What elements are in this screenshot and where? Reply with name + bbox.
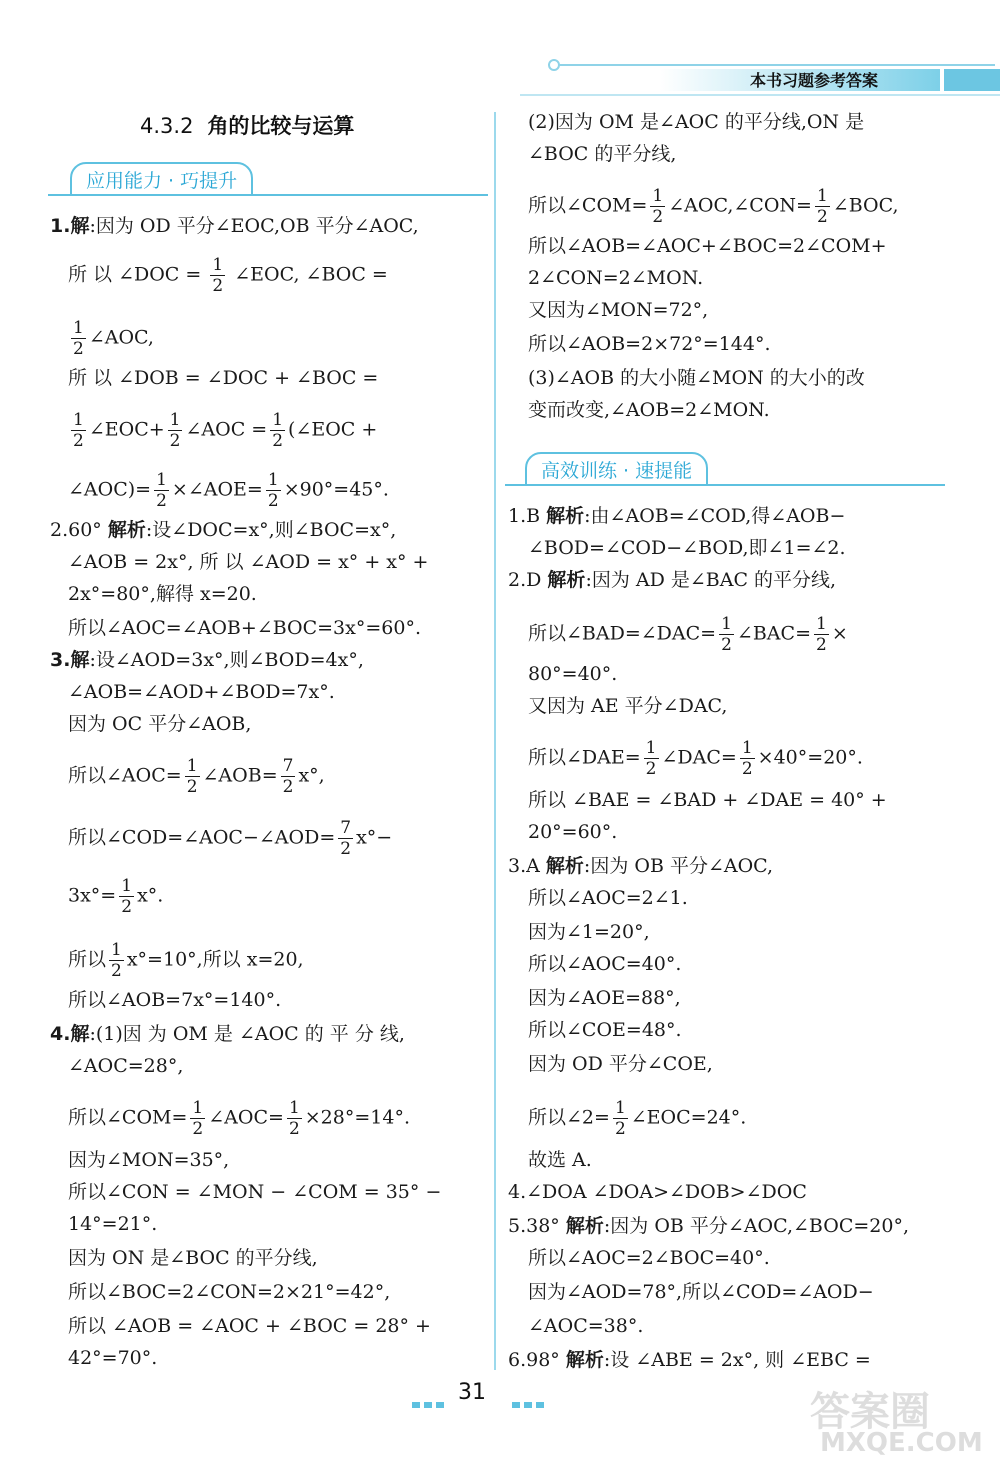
text-line: 所以∠BOC=2∠CON=2×21°=42°, [68,1281,391,1303]
text-line: 4.∠DOA ∠DOA>∠DOB>∠DOC [508,1181,807,1203]
section-title [140,110,354,140]
header-line [555,64,995,66]
text-line: 因为 ON 是∠BOC 的平分线, [68,1247,318,1269]
page-number-dots-left [412,1393,448,1399]
watermark-logo: 答案圈 [810,1389,930,1435]
text-line: 所以∠2= $\frac{1}{2}$ ∠EOC=24°. [528,1098,747,1139]
fraction: $\frac{1}{2}$ [721,614,732,655]
tag-rule-left [48,194,488,196]
text-line: 所以∠COD=∠AOC−∠AOD= $\frac{7}{2}$ x°− [68,818,393,859]
text-line: $\frac{1}{2}$ ∠AOC, [73,318,154,359]
fraction: $\frac{1}{2}$ [111,940,122,981]
text-line: 所以 ∠AOB = ∠AOC + ∠BOC = 28° + [68,1315,431,1337]
text-line: ∠AOB=∠AOD+∠BOD=7x°. [68,681,335,703]
fraction: $\frac{1}{2}$ [169,410,181,451]
text-line: ∠BOD=∠COD−∠BOD,即∠1=∠2. [528,537,846,559]
text-line: 6.98° 解析:设 ∠ABE = 2x°, 则 ∠EBC = [508,1349,871,1371]
section-number: 4.3.2 [140,114,194,138]
text-line: 因为 OD 平分∠COE, [528,1053,713,1075]
text-line: 2x°=80°,解得 x=20. [68,583,257,605]
text-line: 因为 OC 平分∠AOB, [68,713,252,735]
text-line: 所以∠DAE= $\frac{1}{2}$ ∠DAC= $\frac{1}{2}$ ×40°=20°. [528,738,863,779]
text-line: 所 以 ∠DOB = ∠DOC + ∠BOC = [68,367,379,389]
header-tab [944,69,1000,91]
text-line: $\frac{1}{2}$ ∠EOC+ $\frac{1}{2}$ ∠AOC = $\frac{1}{2}$ (∠EOC + [73,410,378,451]
fraction: $\frac{1}{2}$ [156,470,167,511]
page-number-dots-right [512,1393,548,1399]
section-name: 角的比较与运算 [207,114,355,138]
text-line: 所以∠CON = ∠MON − ∠COM = 35° − [68,1181,442,1203]
fraction: $\frac{7}{2}$ [340,818,352,859]
text-line: 2∠CON=2∠MON. [528,267,704,289]
text-line: 3x°= $\frac{1}{2}$ x°. [68,876,164,917]
fraction: $\frac{1}{2}$ [121,876,133,917]
text-line: 所以∠COE=48°. [528,1019,682,1041]
text-line: ∠AOC)= $\frac{1}{2}$ ×∠AOE= $\frac{1}{2}$ ×90°=45°. [68,470,389,511]
fraction: $\frac{1}{2}$ [652,186,664,227]
text-line: 所 以 ∠DOC = $\frac{1}{2}$ ∠EOC, ∠BOC = [68,255,388,296]
fraction: $\frac{1}{2}$ [816,186,828,227]
text-line: ∠AOC=28°, [68,1055,184,1077]
text-line: 所以∠BAD=∠DAC= $\frac{1}{2}$ ∠BAC= $\frac{1}{2}$ × [528,614,848,655]
header-rule [520,94,1000,96]
header-dot [548,59,560,71]
page-number: 31 [458,1380,486,1405]
text-line: 20°=60°. [528,821,618,843]
fraction: $\frac{1}{2}$ [192,1098,204,1139]
text-line: 1.B 解析:由∠AOB=∠COD,得∠AOB− [508,505,846,527]
header-title: 本书习题参考答案 [750,71,879,90]
fraction: $\frac{1}{2}$ [267,470,279,511]
text-line: ∠AOB = 2x°, 所 以 ∠AOD = x° + x° + [68,551,429,573]
text-line: 又因为 AE 平分∠DAC, [528,695,728,717]
tag-training: 高效训练 · 速提能 [525,452,708,486]
text-line: 所以 $\frac{1}{2}$ x°=10°,所以 x=20, [68,940,304,981]
fraction: $\frac{1}{2}$ [73,318,84,359]
text-line: 故选 A. [528,1149,592,1171]
text-line: 因为∠AOD=78°,所以∠COD=∠AOD− [528,1281,874,1303]
fraction: $\frac{1}{2}$ [272,410,284,451]
text-line: 2.D 解析:因为 AD 是∠BAC 的平分线, [508,569,837,591]
fraction: $\frac{1}{2}$ [73,410,84,451]
fraction: $\frac{1}{2}$ [212,255,224,296]
text-line: 又因为∠MON=72°, [528,299,709,321]
text-line: 所以 ∠BAE = ∠BAD + ∠DAE = 40° + [528,789,887,811]
tag-application: 应用能力 · 巧提升 [70,162,253,196]
text-line: ∠BOC 的平分线, [528,143,677,165]
text-line: 所以∠COM= $\frac{1}{2}$ ∠AOC= $\frac{1}{2}$ ×28°=14°. [68,1098,410,1139]
text-line: (3)∠AOB 的大小随∠MON 的大小的改 [528,367,865,389]
tag-rule-right [505,484,945,486]
text-line: 所以∠AOC= $\frac{1}{2}$ ∠AOB= $\frac{7}{2}$ x°, [68,756,325,797]
text-line: 3.A 解析:因为 OB 平分∠AOC, [508,855,774,877]
fraction: $\frac{1}{2}$ [288,1098,300,1139]
text-line: 所以∠AOC=40°. [528,953,682,975]
text-line: (2)因为 OM 是∠AOC 的平分线,ON 是 [528,111,865,133]
text-line: 所以∠AOB=7x°=140°. [68,989,282,1011]
text-line: 3.解:设∠AOD=3x°,则∠BOD=4x°, [50,649,364,671]
text-line: 所以∠AOC=2∠1. [528,887,688,909]
fraction: $\frac{1}{2}$ [614,1098,626,1139]
text-line: 所以∠AOB=2×72°=144°. [528,333,771,355]
text-line: 因为∠1=20°, [528,921,650,943]
fraction: $\frac{1}{2}$ [815,614,827,655]
text-line: 所以∠AOC=∠AOB+∠BOC=3x°=60°. [68,617,421,639]
text-line: ∠AOC=38°. [528,1315,644,1337]
text-line: 因为∠AOE=88°, [528,987,681,1009]
text-line: 5.38° 解析:因为 OB 平分∠AOC,∠BOC=20°, [508,1215,909,1237]
watermark-url: MXQE.COM [820,1428,983,1458]
text-line: 80°=40°. [528,663,618,685]
text-line: 2.60° 解析:设∠DOC=x°,则∠BOC=x°, [50,519,397,541]
text-line: 4.解:(1)因 为 OM 是 ∠AOC 的 平 分 线, [50,1023,405,1045]
text-line: 变而改变,∠AOB=2∠MON. [528,399,770,421]
text-line: 42°=70°. [68,1347,158,1369]
text-line: 因为∠MON=35°, [68,1149,230,1171]
text-line: 所以∠COM= $\frac{1}{2}$ ∠AOC,∠CON= $\frac{1}{2}$ ∠BOC, [528,186,899,227]
fraction: $\frac{1}{2}$ [186,756,198,797]
fraction: $\frac{7}{2}$ [282,756,294,797]
text-line: 1.解:因为 OD 平分∠EOC,OB 平分∠AOC, [50,215,419,237]
text-line: 所以∠AOC=2∠BOC=40°. [528,1247,770,1269]
column-divider [494,112,496,1370]
fraction: $\frac{1}{2}$ [645,738,657,779]
fraction: $\frac{1}{2}$ [741,738,753,779]
text-line: 14°=21°. [68,1213,158,1235]
text-line: 所以∠AOB=∠AOC+∠BOC=2∠COM+ [528,235,887,257]
